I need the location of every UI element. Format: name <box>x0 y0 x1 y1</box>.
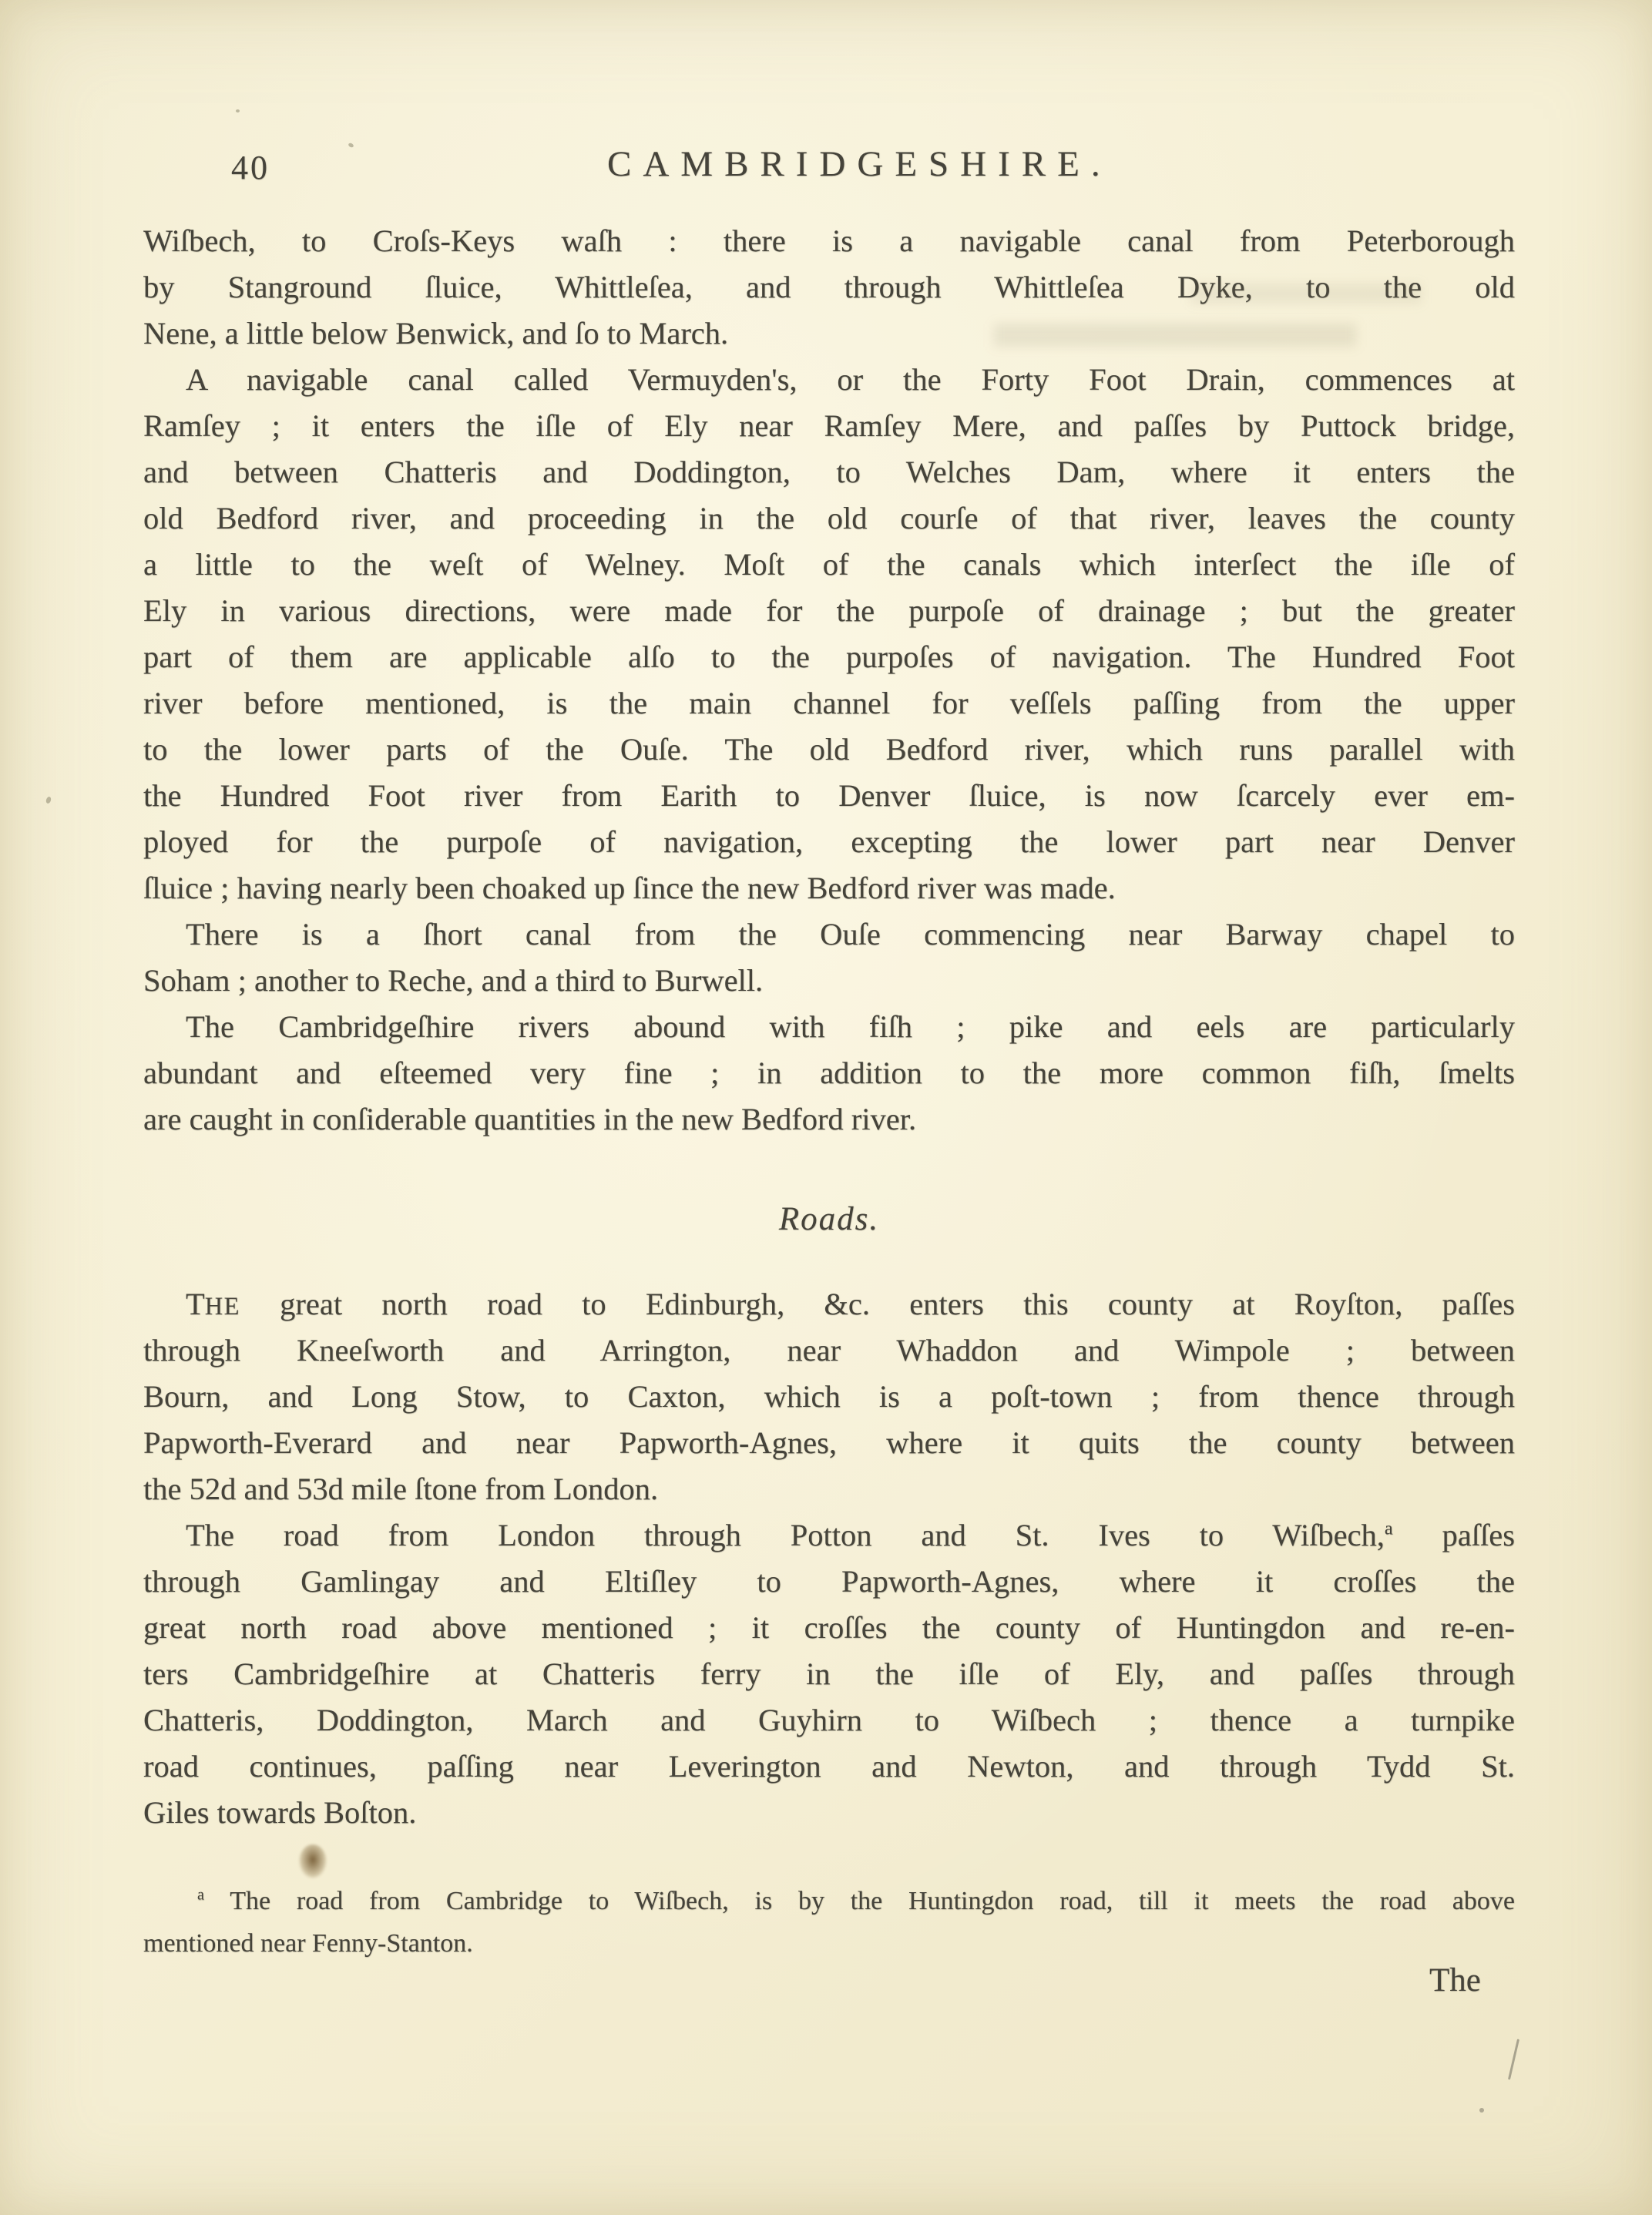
text-line: Chatteris, Doddington, March and Guyhirn to Wiſbech ; thence a turnpike <box>143 1703 1515 1737</box>
section-heading: Roads. <box>778 1201 880 1237</box>
text-line: THE great north road to Edinburgh, &c. enters this county at Royſton, paſſes <box>186 1287 1515 1321</box>
text-line: river before mentioned, is the main channel for veſſels paſſing from the upper <box>143 686 1515 720</box>
text-line: Ramſey ; it enters the iſle of Ely near Ramſey Mere, and paſſes by Puttock bridge, <box>143 408 1515 443</box>
text-line: Wiſbech, to Croſs-Keys waſh : there is a navigable canal from Peterborough <box>143 223 1515 258</box>
body-text <box>143 218 1515 1965</box>
text-line: The road from London through Potton and St. Ives to Wiſbech,$^a$ paſſes <box>186 1518 1516 1552</box>
paper-speck <box>236 109 240 112</box>
text-line: Giles towards Boſton. <box>143 1795 417 1830</box>
text-line: great north road above mentioned ; it croſſes the county of Huntingdon and re-en- <box>143 1610 1515 1645</box>
text-line: Ely in various directions, were made for the purpoſe of drainage ; but the greater <box>143 593 1515 628</box>
text-line: and between Chatteris and Doddington, to Welches Dam, where it enters the <box>143 455 1515 489</box>
footnote-line: $^a$ The road from Cambridge to Wiſbech, is by the Huntingdon road, till it meets the road above <box>197 1886 1515 1915</box>
text-line: the 52d and 53d mile ſtone from London. <box>143 1472 659 1506</box>
running-header-title: CAMBRIDGESHIRE. <box>607 144 1112 184</box>
page-number: 40 <box>231 149 270 186</box>
footnote-line: mentioned near Fenny-Stanton. <box>143 1929 473 1958</box>
paper-speck <box>45 796 52 804</box>
text-line: through Gamlingay and Eltiſley to Papworth-Agnes, where it croſſes the <box>143 1564 1515 1599</box>
text-line: are caught in conſiderable quantities in the new Bedford river. <box>143 1102 917 1136</box>
paper-speck <box>348 143 354 149</box>
text-line: the Hundred Foot river from Earith to Denver ſluice, is now ſcarcely ever em- <box>143 778 1515 813</box>
text-line: Nene, a little below Benwick, and ſo to March. <box>143 316 729 351</box>
text-line: Bourn, and Long Stow, to Caxton, which is a poſt-town ; from thence through <box>143 1379 1515 1414</box>
text-line: ters Cambridgeſhire at Chatteris ferry in the iſle of Ely, and paſſes through <box>143 1656 1515 1691</box>
text-line: ſluice ; having nearly been choaked up ſince the new Bedford river was made. <box>143 871 1116 905</box>
text-line: Soham ; another to Reche, and a third to Burwell. <box>143 963 764 998</box>
pen-dot <box>1479 2108 1484 2113</box>
text-line: There is a ſhort canal from the Ouſe commencing near Barway chapel to <box>186 917 1515 951</box>
catchword: The <box>1429 1962 1481 1999</box>
text-line: part of them are applicable alſo to the purpoſes of navigation. The Hundred Foot <box>143 639 1515 674</box>
text-line: by Stanground ſluice, Whittleſea, and through Whittleſea Dyke, to the old <box>143 270 1515 304</box>
text-line: Papworth-Everard and near Papworth-Agnes, where it quits the county between <box>143 1425 1515 1460</box>
text-line: to the lower parts of the Ouſe. The old Bedford river, which runs parallel with <box>143 732 1515 767</box>
text-line: abundant and eſteemed very fine ; in addition to the more common fiſh, ſmelts <box>143 1055 1515 1090</box>
text-line: road continues, paſſing near Leverington and Newton, and through Tydd St. <box>143 1749 1515 1784</box>
pen-mark <box>1508 2039 1519 2079</box>
ink-blot <box>299 1844 327 1878</box>
text-line: a little to the weſt of Welney. Moſt of the canals which interſect the iſle of <box>143 547 1515 582</box>
text-line: through Kneeſworth and Arrington, near Whaddon and Wimpole ; between <box>143 1333 1515 1368</box>
text-line: old Bedford river, and proceeding in the old courſe of that river, leaves the county <box>143 501 1515 535</box>
text-line: A navigable canal called Vermuyden's, or the Forty Foot Drain, commences at <box>186 362 1515 397</box>
footnote <box>143 1880 1515 1965</box>
text-line: The Cambridgeſhire rivers abound with fiſh ; pike and eels are particularly <box>186 1009 1515 1044</box>
text-line: ployed for the purpoſe of navigation, excepting the lower part near Denver <box>143 824 1515 859</box>
